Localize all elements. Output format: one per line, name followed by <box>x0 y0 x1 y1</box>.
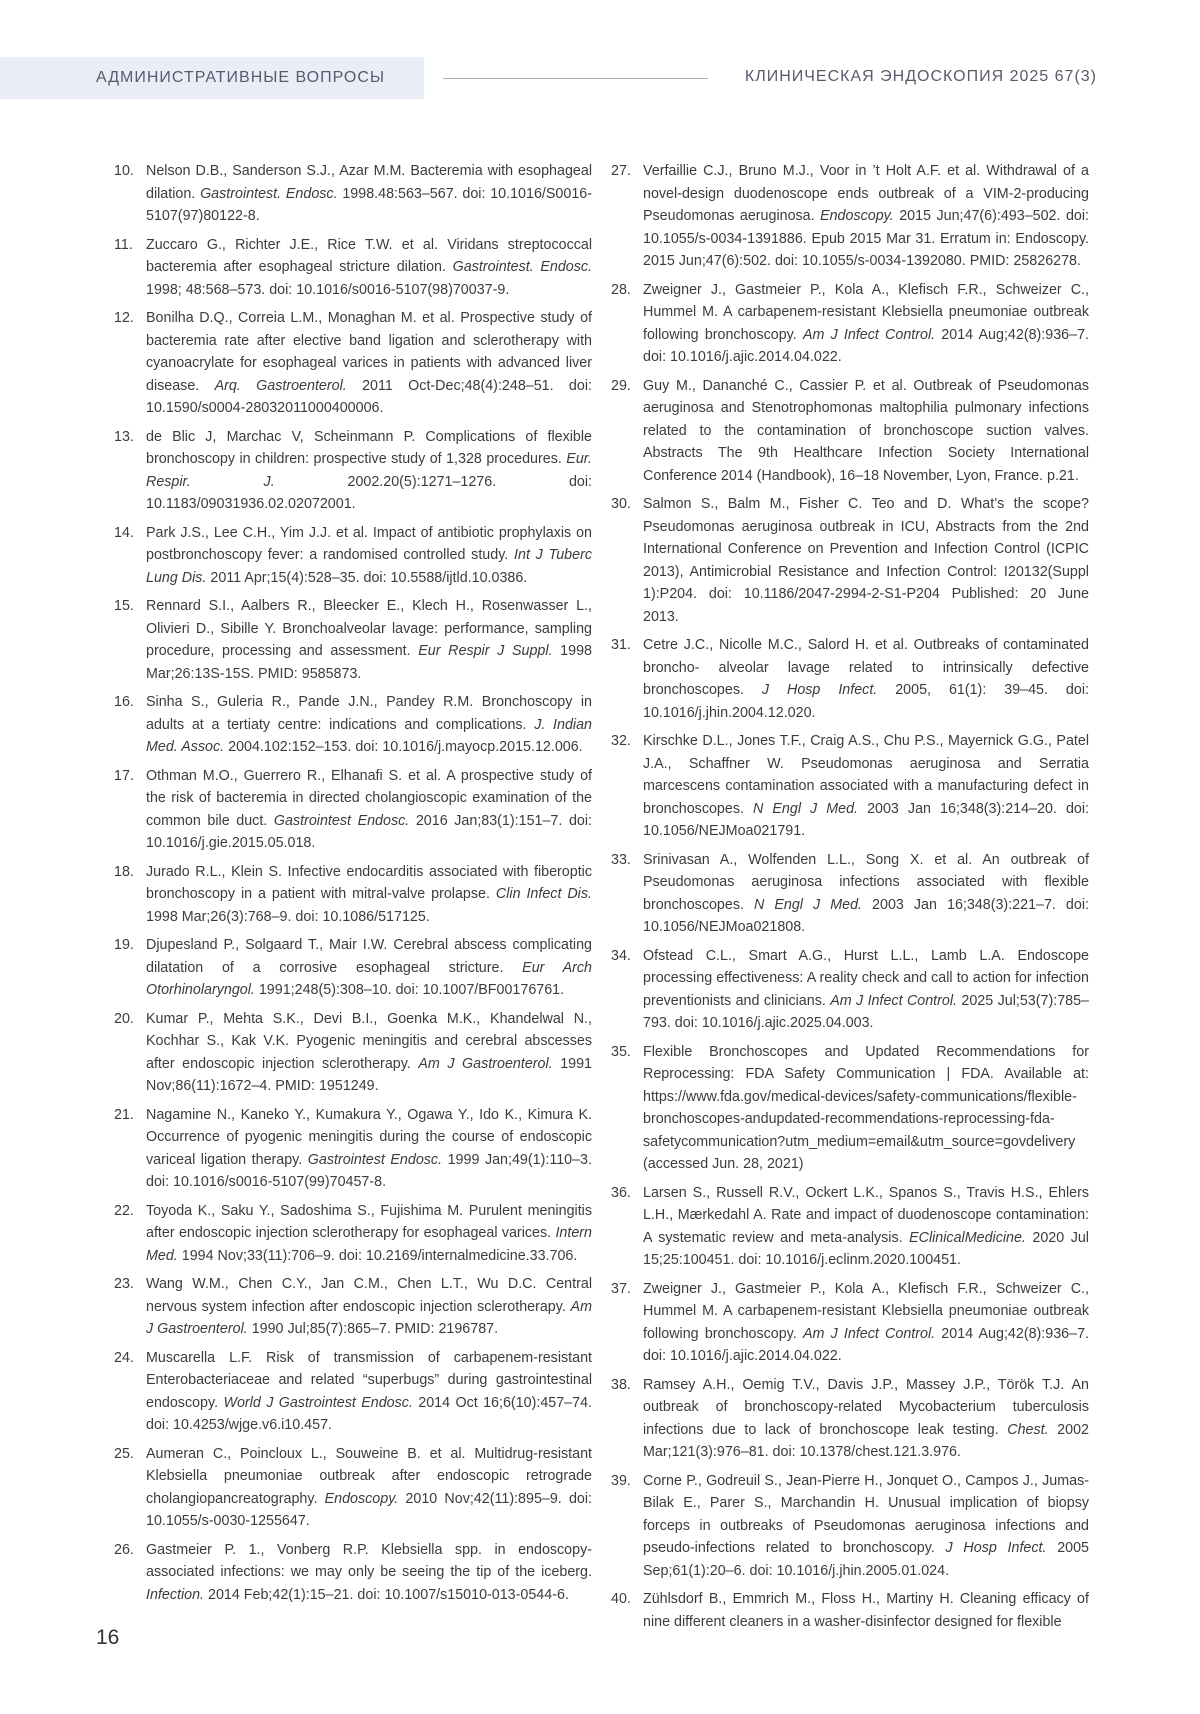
reference-item <box>611 730 1089 843</box>
reference-journal: Chest. <box>1007 1421 1049 1438</box>
reference-journal: World J Gastrointest Endosc. <box>223 1394 413 1411</box>
reference-number: 37. <box>611 1280 631 1297</box>
reference-text: Salmon S., Balm M., Fisher C. Teo and D. What’s the scope? Pseudomonas aeruginosa outbreak in ICU, Abstracts from the 2nd International Conference on Prevention and Infection Control (ICPIC 2013), Antimicrobial Resistance and Infection Control: I20132(Suppl 1):P204. doi: 10.1186/2047-2994-2-S1-P204 Published: 20 June 2013. <box>643 496 1089 625</box>
reference-number: 24. <box>114 1349 134 1366</box>
reference-text: Toyoda K., Saku Y., Sadoshima S., Fujishima M. Purulent meningitis after endoscopic injection sclerotherapy for esophageal varices. <box>146 1202 592 1241</box>
reference-item <box>114 160 592 228</box>
reference-text: Corne P., Godreuil S., Jean-Pierre H., Jonquet O., Campos J., Jumas-Bilak E., Parer S., Marchandin H. Unusual implication of biopsy forceps in outbreaks of Pseudomonas aeruginosa infections and pseudo-infections related to bronchoscopy. <box>643 1472 1089 1556</box>
reference-citation: 2025 Jul;53(7):785–793. doi: 10.1016/j.ajic.2025.04.003. <box>643 992 1089 1031</box>
reference-journal: J Hosp Infect. <box>761 682 878 698</box>
reference-text: Aumeran C., Poincloux L., Souweine B. et al. Multidrug-resistant Klebsiella pneumoniae outbreak after endoscopic retrograde cholangiopancreatography. <box>146 1445 592 1507</box>
reference-journal: Gastrointest Endosc. <box>307 1151 443 1168</box>
reference-item <box>114 691 592 759</box>
reference-journal: Gastrointest. Endosc. <box>452 259 592 275</box>
reference-number: 14. <box>114 524 134 541</box>
reference-citation: 2011 Apr;15(4):528–35. doi: 10.5588/ijtld.10.0386. <box>206 569 528 586</box>
reference-text: Zweigner J., Gastmeier P., Kola A., Klefisch F.R., Schweizer C., Hummel M. A carbapenem-resistant Klebsiella pneumoniae outbreak following bronchoscopy. <box>643 281 1089 343</box>
reference-citation: 1991 Nov;86(11):1672–4. PMID: 1951249. <box>146 1055 592 1094</box>
reference-number: 18. <box>114 863 134 880</box>
reference-journal: Eur Arch Otorhinolaryngol. <box>146 959 592 998</box>
reference-text: Ramsey A.H., Oemig T.V., Davis J.P., Massey J.P., Török T.J. An outbreak of bronchoscopy-related Mycobacterium tuberculosis infections due to lack of bronchoscope leak testing. <box>643 1376 1089 1438</box>
reference-journal: Am J Infect Control. <box>802 1325 936 1342</box>
reference-item <box>114 1273 592 1341</box>
reference-item <box>611 1278 1089 1368</box>
reference-item <box>611 160 1089 273</box>
reference-item <box>114 1200 592 1268</box>
reference-citation: 2020 Jul 15;25:100451. doi: 10.1016/j.eclinm.2020.100451. <box>643 1229 1089 1268</box>
reference-item <box>611 634 1089 724</box>
reference-journal: Am J Infect Control. <box>802 326 936 343</box>
reference-text: Park J.S., Lee C.H., Yim J.J. et al. Impact of antibiotic prophylaxis on postbronchoscopy fever: a randomised controlled study. <box>146 524 592 563</box>
reference-item <box>114 595 592 685</box>
reference-text: Verfaillie C.J., Bruno M.J., Voor in ’t Holt A.F. et al. Withdrawal of a novel-design duodenoscope ends outbreak of a VIM-2-producing Pseudomonas aeruginosa. <box>643 163 1089 224</box>
reference-citation: 2014 Aug;42(8):936–7. doi: 10.1016/j.ajic.2014.04.022. <box>643 1325 1090 1364</box>
reference-journal: N Engl J Med. <box>753 800 859 817</box>
reference-citation: 1999 Jan;49(1):110–3. doi: 10.1016/s0016-5107(99)70457-8. <box>146 1151 592 1190</box>
reference-number: 16. <box>114 694 134 710</box>
reference-number: 35. <box>611 1043 631 1060</box>
reference-citation: 1990 Jul;85(7):865–7. PMID: 2196787. <box>247 1321 499 1337</box>
reference-number: 26. <box>114 1541 134 1558</box>
reference-item <box>114 765 592 855</box>
reference-citation: 2015 Jun;47(6):493–502. doi: 10.1055/s-0034-1391886. Epub 2015 Mar 31. Erratum in: Endoscopy. 2015 Jun;47(6):502. doi: 10.1055/s-0034-1392080. PMID: 25826278. <box>643 208 1089 269</box>
reference-journal: Arq. Gastroenterol. <box>214 377 347 394</box>
reference-journal: Gastrointest Endosc. <box>273 812 410 829</box>
reference-text: Gastmeier P. 1., Vonberg R.P. Klebsiella spp. in endoscopy-associated infections: we may only be seeing the tip of the iceberg. <box>146 1541 592 1580</box>
reference-item <box>611 1182 1089 1272</box>
reference-item <box>611 375 1089 488</box>
reference-text: Zuccaro G., Richter J.E., Rice T.W. et al. Viridans streptococcal bacteremia after esophageal stricture dilation. <box>146 236 592 275</box>
page-number: 16 <box>96 1626 120 1649</box>
reference-item <box>611 1470 1089 1583</box>
reference-number: 36. <box>611 1184 631 1201</box>
reference-text: Guy M., Dananché C., Cassier P. et al. Outbreak of Pseudomonas aeruginosa and Stenotrophomonas maltophilia pulmonary infections related to the contamination of bronchoscope suction valves. Abstracts The 9th Healthcare Infection Society International Conference 2014 (Handbook), 16–18 November, Lyon, France. p.21. <box>643 377 1089 484</box>
reference-number: 38. <box>611 1376 631 1393</box>
reference-citation: 2014 Aug;42(8):936–7. doi: 10.1016/j.ajic.2014.04.022. <box>643 326 1090 365</box>
reference-number: 21. <box>114 1106 134 1123</box>
reference-number: 25. <box>114 1445 134 1462</box>
reference-text: Wang W.M., Chen C.Y., Jan C.M., Chen L.T., Wu D.C. Central nervous system infection after endoscopic injection sclerotherapy. <box>146 1276 592 1315</box>
reference-number: 27. <box>611 163 631 179</box>
reference-item <box>114 522 592 590</box>
reference-number: 11. <box>114 236 133 253</box>
reference-item <box>611 1374 1089 1464</box>
reference-journal: J. Indian Med. Assoc. <box>146 716 592 755</box>
reference-item <box>611 279 1089 369</box>
reference-journal: Eur. Respir. J. <box>146 451 592 490</box>
reference-text: Nelson D.B., Sanderson S.J., Azar M.M. Bacteremia with esophageal dilation. <box>146 163 592 202</box>
journal-title: КЛИНИЧЕСКАЯ ЭНДОСКОПИЯ 2025 67(3) <box>744 68 1097 85</box>
reference-journal: J Hosp Infect. <box>945 1540 1047 1556</box>
reference-number: 33. <box>611 851 631 868</box>
reference-text: Kumar P., Mehta S.K., Devi B.I., Goenka M.K., Khandelwal N., Kochhar S., Kak V.K. Pyogenic meningitis and cerebral abscesses after endoscopic injection sclerotherapy. <box>146 1010 592 1072</box>
reference-item <box>114 234 592 302</box>
reference-number: 17. <box>114 767 134 784</box>
reference-journal: Am J Gastroenterol. <box>146 1298 592 1337</box>
reference-journal: N Engl J Med. <box>753 896 862 913</box>
section-title: АДМИНИСТРАТИВНЫЕ ВОПРОСЫ <box>96 69 386 86</box>
reference-citation: 2005 Sep;61(1):20–6. doi: 10.1016/j.jhin.2005.01.024. <box>643 1540 1090 1579</box>
reference-text: Bonilha D.Q., Correia L.M., Monaghan M. et al. Prospective study of bacteremia rate after elective band ligation and sclerotherapy with cyanoacrylate for esophageal varices in patients with advanced liver disease. <box>146 310 592 394</box>
reference-citation: 1998.48:563–567. doi: 10.1016/S0016-5107(97)80122-8. <box>146 185 592 224</box>
reference-number: 32. <box>611 733 631 749</box>
reference-journal: Int J Tuberc Lung Dis. <box>146 547 592 586</box>
reference-text: Kirschke D.L., Jones T.F., Craig A.S., Chu P.S., Mayernick G.G., Patel J.A., Schaffner W. Pseudomonas aeruginosa and Serratia marcescens contamination associated with a manufacturing defect in bronchoscopes. <box>643 733 1089 817</box>
reference-number: 20. <box>114 1010 134 1027</box>
reference-number: 13. <box>114 428 134 445</box>
reference-text: Sinha S., Guleria R., Pande J.N., Pandey R.M. Bronchoscopy in adults at a tertiaty centre: indications and complications. <box>146 694 592 733</box>
reference-item <box>114 1104 592 1194</box>
reference-citation: 1991;248(5):308–10. doi: 10.1007/BF00176761. <box>254 982 565 998</box>
reference-journal: Am J Infect Control. <box>830 992 958 1009</box>
reference-journal: Endoscopy. <box>820 208 894 224</box>
reference-text: Nagamine N., Kaneko Y., Kumakura Y., Ogawa Y., Ido K., Kimura K. Occurrence of pyogenic meningitis during the course of endoscopic variceal ligation therapy. <box>146 1106 592 1168</box>
reference-text: Jurado R.L., Klein S. Infective endocarditis associated with fiberoptic bronchoscopy in a patient with mitral-valve prolapse. <box>146 863 592 902</box>
reference-item <box>114 1539 592 1607</box>
reference-number: 10. <box>114 163 134 179</box>
reference-citation: 2011 Oct-Dec;48(4):248–51. doi: 10.1590/s0004-28032011000400006. <box>146 377 592 416</box>
reference-text: Othman M.O., Guerrero R., Elhanafi S. et al. A prospective study of the risk of bacteremia in directed cholangioscopic examination of the common bile duct. <box>146 767 592 829</box>
header-divider <box>443 78 708 79</box>
page-header <box>0 57 1200 99</box>
reference-journal: Am J Gastroenterol. <box>418 1055 553 1072</box>
reference-item <box>114 307 592 420</box>
reference-citation: 1998 Mar;26:13S-15S. PMID: 9585873. <box>146 643 592 682</box>
reference-text: Rennard S.I., Aalbers R., Bleecker E., Klech H., Rosenwasser L., Olivieri D., Sibille Y. Bronchoalveolar lavage: performance, sampling procedure, processing and assessment. <box>146 598 592 659</box>
reference-citation: 2014 Feb;42(1):15–21. doi: 10.1007/s15010-013-0544-6. <box>204 1586 569 1603</box>
reference-citation: 2016 Jan;83(1):151–7. doi: 10.1016/j.gie.2015.05.018. <box>146 812 592 851</box>
reference-journal: Endoscopy. <box>324 1490 399 1507</box>
reference-citation: 2003 Jan 16;348(3):214–20. doi: 10.1056/NEJMoa021791. <box>643 800 1089 839</box>
reference-text: Ofstead C.L., Smart A.G., Hurst L.L., Lamb L.A. Endoscope processing effectiveness: A reality check and call to action for infection preventionists and clinicians. <box>643 947 1089 1009</box>
section-label-block <box>0 57 424 99</box>
reference-citation: 2004.102:152–153. doi: 10.1016/j.mayocp.2015.12.006. <box>224 739 583 755</box>
reference-citation: 1994 Nov;33(11):706–9. doi: 10.2169/internalmedicine.33.706. <box>177 1247 578 1264</box>
reference-item <box>114 1443 592 1533</box>
reference-item <box>611 1041 1089 1176</box>
reference-text: Cetre J.C., Nicolle M.C., Salord H. et al. Outbreaks of contaminated broncho- alveolar lavage related to intrinsically defective bronchoscopes. <box>643 637 1089 698</box>
reference-text: Srinivasan A., Wolfenden L.L., Song X. et al. An outbreak of Pseudomonas aeruginosa infections associated with flexible bronchoscopes. <box>643 851 1089 913</box>
reference-item <box>114 934 592 1002</box>
reference-journal: Clin Infect Dis. <box>495 886 592 902</box>
reference-text: Djupesland P., Solgaard T., Mair I.W. Cerebral abscess complicating dilatation of a corrosive esophageal stricture. <box>146 937 592 976</box>
reference-number: 12. <box>114 310 134 326</box>
reference-item <box>611 849 1089 939</box>
references-column-right <box>611 160 1089 1639</box>
reference-citation: 1998; 48:568–573. doi: 10.1016/s0016-5107(98)70037-9. <box>146 281 510 298</box>
references-column-left <box>114 160 592 1612</box>
reference-text: de Blic J, Marchac V, Scheinmann P. Complications of flexible bronchoscopy in children: prospective study of 1,328 procedures. <box>146 428 592 467</box>
reference-item <box>114 426 592 516</box>
reference-citation: 2003 Jan 16;348(3):221–7. doi: 10.1056/NEJMoa021808. <box>643 896 1089 935</box>
reference-journal: Infection. <box>146 1586 205 1603</box>
reference-number: 31. <box>611 637 631 653</box>
reference-number: 23. <box>114 1276 134 1292</box>
reference-citation: 2014 Oct 16;6(10):457–74. doi: 10.4253/wjge.v6.i10.457. <box>146 1394 592 1433</box>
reference-number: 28. <box>611 281 631 298</box>
reference-number: 19. <box>114 937 134 953</box>
reference-text: Zühlsdorf B., Emmrich M., Floss H., Martiny H. Cleaning efficacy of nine different cleaners in a washer-disinfector designed for flexible <box>643 1591 1089 1630</box>
reference-journal: Gastrointest. Endosc. <box>200 185 338 202</box>
reference-citation: 2010 Nov;42(11):895–9. doi: 10.1055/s-0030-1255647. <box>146 1490 592 1529</box>
reference-number: 15. <box>114 598 134 614</box>
reference-journal: Eur Respir J Suppl. <box>418 643 553 659</box>
reference-citation: 2002.20(5):1271–1276. doi: 10.1183/09031936.02.02072001. <box>146 473 592 512</box>
reference-item <box>114 1347 592 1437</box>
reference-text: Zweigner J., Gastmeier P., Kola A., Klefisch F.R., Schweizer C., Hummel M. A carbapenem-resistant Klebsiella pneumoniae outbreak following bronchoscopy. <box>643 1280 1089 1342</box>
reference-citation: 1998 Mar;26(3):768–9. doi: 10.1086/517125. <box>146 908 430 925</box>
reference-item <box>611 945 1089 1035</box>
reference-number: 40. <box>611 1591 631 1607</box>
reference-number: 30. <box>611 496 631 512</box>
reference-journal: Intern Med. <box>146 1225 592 1264</box>
reference-text: Larsen S., Russell R.V., Ockert L.K., Spanos S., Travis H.S., Ehlers L.H., Mærkedahl A. Rate and impact of duodenoscope contamination: A systematic review and meta-analysis. <box>643 1184 1089 1246</box>
reference-number: 34. <box>611 947 631 964</box>
reference-item <box>611 1588 1089 1633</box>
reference-number: 22. <box>114 1202 134 1219</box>
reference-number: 29. <box>611 377 631 394</box>
reference-item <box>611 493 1089 628</box>
reference-item <box>114 861 592 929</box>
reference-citation: 2002 Mar;121(3):976–81. doi: 10.1378/chest.121.3.976. <box>643 1421 1089 1460</box>
reference-journal: EClinicalMedicine. <box>909 1229 1026 1246</box>
reference-text: Flexible Bronchoscopes and Updated Recommendations for Reprocessing: FDA Safety Communication | FDA. Available at: https://www.fda.gov/medical-devices/safety-communications/flexible-bronchoscopes-andupdated-recommendations-reprocessing-fda-safetycommunication?utm_medium=email&utm_source=govdelivery (accessed Jun. 28, 2021) <box>643 1043 1089 1172</box>
reference-item <box>114 1008 592 1098</box>
reference-citation: 2005, 61(1): 39–45. doi: 10.1016/j.jhin.2004.12.020. <box>643 682 1089 721</box>
reference-number: 39. <box>611 1472 631 1489</box>
reference-text: Muscarella L.F. Risk of transmission of carbapenem-resistant Enterobacteriaceae and related “superbugs” during gastrointestinal endoscopy. <box>146 1349 592 1411</box>
